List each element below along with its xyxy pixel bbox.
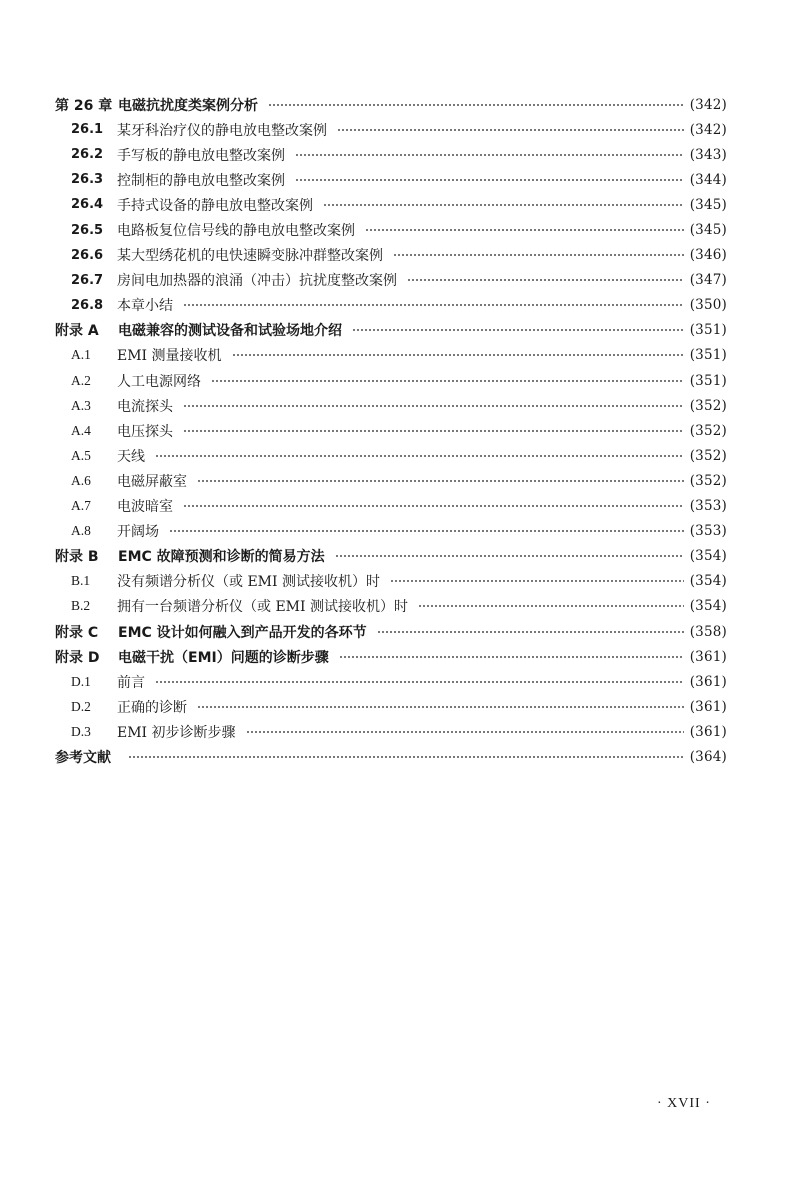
toc-page-number: (343) [689, 146, 727, 163]
toc-entry-title: 开阔场 [117, 524, 159, 541]
page-number: · XVII · [657, 1096, 711, 1111]
toc-section-entry [55, 719, 727, 744]
toc-entry-title: EMI 测量接收机 [117, 348, 222, 365]
toc-page-number: (353) [689, 523, 727, 540]
toc-entry-number: A.7 [71, 498, 91, 514]
toc-dot-leader [418, 605, 684, 607]
toc-entry-number: D.2 [71, 698, 91, 714]
toc-section-entry [55, 293, 727, 318]
toc-entry-number: 第 26 章 [55, 97, 113, 114]
toc-entry-title: 手持式设备的静电放电整改案例 [117, 197, 313, 214]
toc-entry-title: 电磁兼容的测试设备和试验场地介绍 [118, 323, 342, 340]
toc-entry-number: A.1 [71, 347, 91, 363]
toc-page-number: (352) [689, 397, 727, 414]
toc-section-entry [55, 519, 727, 544]
toc-dot-leader [155, 455, 684, 457]
toc-page-number: (352) [689, 472, 727, 489]
toc-entry-number: 26.5 [71, 222, 104, 238]
toc-section-entry [55, 569, 727, 594]
toc-entry-title: EMC 设计如何融入到产品开发的各环节 [118, 624, 367, 641]
toc-page-number: (347) [689, 272, 727, 289]
toc-section-entry [55, 694, 727, 719]
toc-page-number: (354) [689, 548, 727, 565]
toc-page-number: (352) [689, 447, 727, 464]
toc-entry-number: D.3 [71, 723, 91, 739]
toc-entry-title: 前言 [117, 674, 145, 691]
toc-entry-title: 本章小结 [117, 298, 173, 315]
toc-entry-number: A.3 [71, 397, 91, 413]
toc-dot-leader [390, 580, 684, 582]
toc-entry-number: 26.3 [71, 172, 104, 188]
toc-section-entry [55, 443, 727, 468]
toc-dot-leader [323, 204, 684, 206]
toc-entry-number: B.2 [71, 598, 91, 614]
toc-page-number: (342) [689, 121, 727, 138]
toc-page-number: (361) [689, 723, 727, 740]
toc-dot-leader [183, 505, 684, 507]
toc-page-number: (361) [689, 698, 727, 715]
toc-entry-number: 附录 B [55, 549, 99, 566]
toc-page-number: (364) [689, 748, 727, 765]
toc-page-number: (345) [689, 196, 727, 213]
toc-dot-leader [211, 380, 684, 382]
toc-entry-number: 附录 A [55, 323, 99, 340]
toc-dot-leader [183, 304, 684, 306]
toc-entry-number: A.5 [71, 447, 91, 463]
toc-entry-number: 参考文献 [55, 749, 111, 766]
toc-dot-leader [365, 229, 684, 231]
toc-page-number: (352) [689, 422, 727, 439]
toc-entry-title: 拥有一台频谱分析仪（或 EMI 测试接收机）时 [117, 599, 408, 616]
toc-page-number: (361) [689, 673, 727, 690]
toc-entry-number: 26.6 [71, 247, 104, 263]
toc-entry-number: D.1 [71, 673, 91, 689]
toc-section-entry [55, 192, 727, 217]
toc-dot-leader [377, 631, 684, 633]
toc-entry-title: 没有频谱分析仪（或 EMI 测试接收机）时 [117, 574, 380, 591]
toc-entry-number: 26.4 [71, 197, 104, 213]
toc-dot-leader [128, 756, 684, 758]
toc-entry-title: 控制柜的静电放电整改案例 [117, 172, 285, 189]
toc-page-number: (342) [689, 96, 727, 113]
toc-section-entry [55, 468, 727, 493]
toc-entry-title: 电磁屏蔽室 [117, 473, 187, 490]
toc-dot-leader [183, 430, 684, 432]
toc-entry-number: A.4 [71, 422, 91, 438]
toc-section-entry [55, 418, 727, 443]
toc-entry-number: 附录 C [55, 624, 99, 641]
toc-section-entry [55, 343, 727, 368]
toc-entry-number: A.8 [71, 523, 91, 539]
toc-dot-leader [246, 731, 684, 733]
toc-entry-title: 电波暗室 [117, 499, 173, 516]
toc-entry-number: 26.7 [71, 272, 104, 288]
toc-section-entry [55, 243, 727, 268]
toc-chapter-entry [55, 744, 727, 769]
toc-section-entry [55, 268, 727, 293]
toc-dot-leader [197, 706, 684, 708]
toc-entry-title: 电流探头 [117, 398, 173, 415]
toc-section-entry [55, 494, 727, 519]
toc-section-entry [55, 167, 727, 192]
toc-entry-number: 附录 D [55, 649, 100, 666]
toc-dot-leader [339, 656, 684, 658]
toc-section-entry [55, 117, 727, 142]
toc-entry-title: 电压探头 [117, 423, 173, 440]
toc-dot-leader [295, 154, 684, 156]
toc-entry-title: 手写板的静电放电整改案例 [117, 147, 285, 164]
toc-chapter-entry [55, 644, 727, 669]
toc-entry-title: 电磁干扰（EMI）问题的诊断步骤 [118, 649, 329, 666]
toc-entry-title: 天线 [117, 448, 145, 465]
toc-dot-leader [268, 104, 684, 106]
toc-page-number: (350) [689, 297, 727, 314]
toc-entry-number: 26.1 [71, 122, 104, 138]
toc-page-number: (344) [689, 171, 727, 188]
toc-entry-number: B.1 [71, 573, 91, 589]
toc-page-number: (354) [689, 598, 727, 615]
toc-entry-number: A.2 [71, 372, 91, 388]
toc-chapter-entry [55, 544, 727, 569]
toc-entry-title: 房间电加热器的浪涌（冲击）抗扰度整改案例 [117, 273, 397, 290]
toc-dot-leader [337, 129, 684, 131]
toc-dot-leader [393, 254, 684, 256]
toc-entry-title: 人工电源网络 [117, 373, 201, 390]
toc-dot-leader [295, 179, 684, 181]
toc-page-number: (345) [689, 222, 727, 239]
toc-dot-leader [335, 555, 684, 557]
toc-page-number: (361) [689, 648, 727, 665]
toc-section-entry [55, 368, 727, 393]
toc-page-number: (351) [689, 322, 727, 339]
toc-entry-title: 某大型绣花机的电快速瞬变脉冲群整改案例 [117, 248, 383, 265]
toc-dot-leader [155, 681, 684, 683]
toc-dot-leader [407, 279, 684, 281]
toc-page-number: (351) [689, 347, 727, 364]
toc-entry-title: EMC 故障预测和诊断的简易方法 [118, 549, 325, 566]
toc-section-entry [55, 217, 727, 242]
toc-entry-title: 某牙科治疗仪的静电放电整改案例 [117, 122, 327, 139]
toc-entry-title: 电路板复位信号线的静电放电整改案例 [117, 223, 355, 240]
toc-dot-leader [352, 329, 684, 331]
toc-dot-leader [169, 530, 684, 532]
toc-page-number: (346) [689, 247, 727, 264]
toc-section-entry [55, 142, 727, 167]
table-of-contents [55, 92, 727, 770]
toc-entry-number: 26.2 [71, 147, 104, 163]
toc-chapter-entry [55, 92, 727, 117]
toc-entry-title: EMI 初步诊断步骤 [117, 724, 236, 741]
toc-section-entry [55, 594, 727, 619]
toc-chapter-entry [55, 619, 727, 644]
toc-section-entry [55, 669, 727, 694]
toc-section-entry [55, 393, 727, 418]
toc-page-number: (358) [689, 623, 727, 640]
toc-page-number: (354) [689, 573, 727, 590]
toc-page-number: (351) [689, 372, 727, 389]
toc-chapter-entry [55, 318, 727, 343]
toc-page-number: (353) [689, 498, 727, 515]
toc-dot-leader [183, 405, 684, 407]
toc-entry-number: 26.8 [71, 297, 104, 313]
toc-dot-leader [197, 480, 684, 482]
toc-entry-title: 电磁抗扰度类案例分析 [118, 97, 258, 114]
toc-dot-leader [232, 354, 684, 356]
toc-entry-title: 正确的诊断 [117, 699, 187, 716]
toc-entry-number: A.6 [71, 472, 91, 488]
